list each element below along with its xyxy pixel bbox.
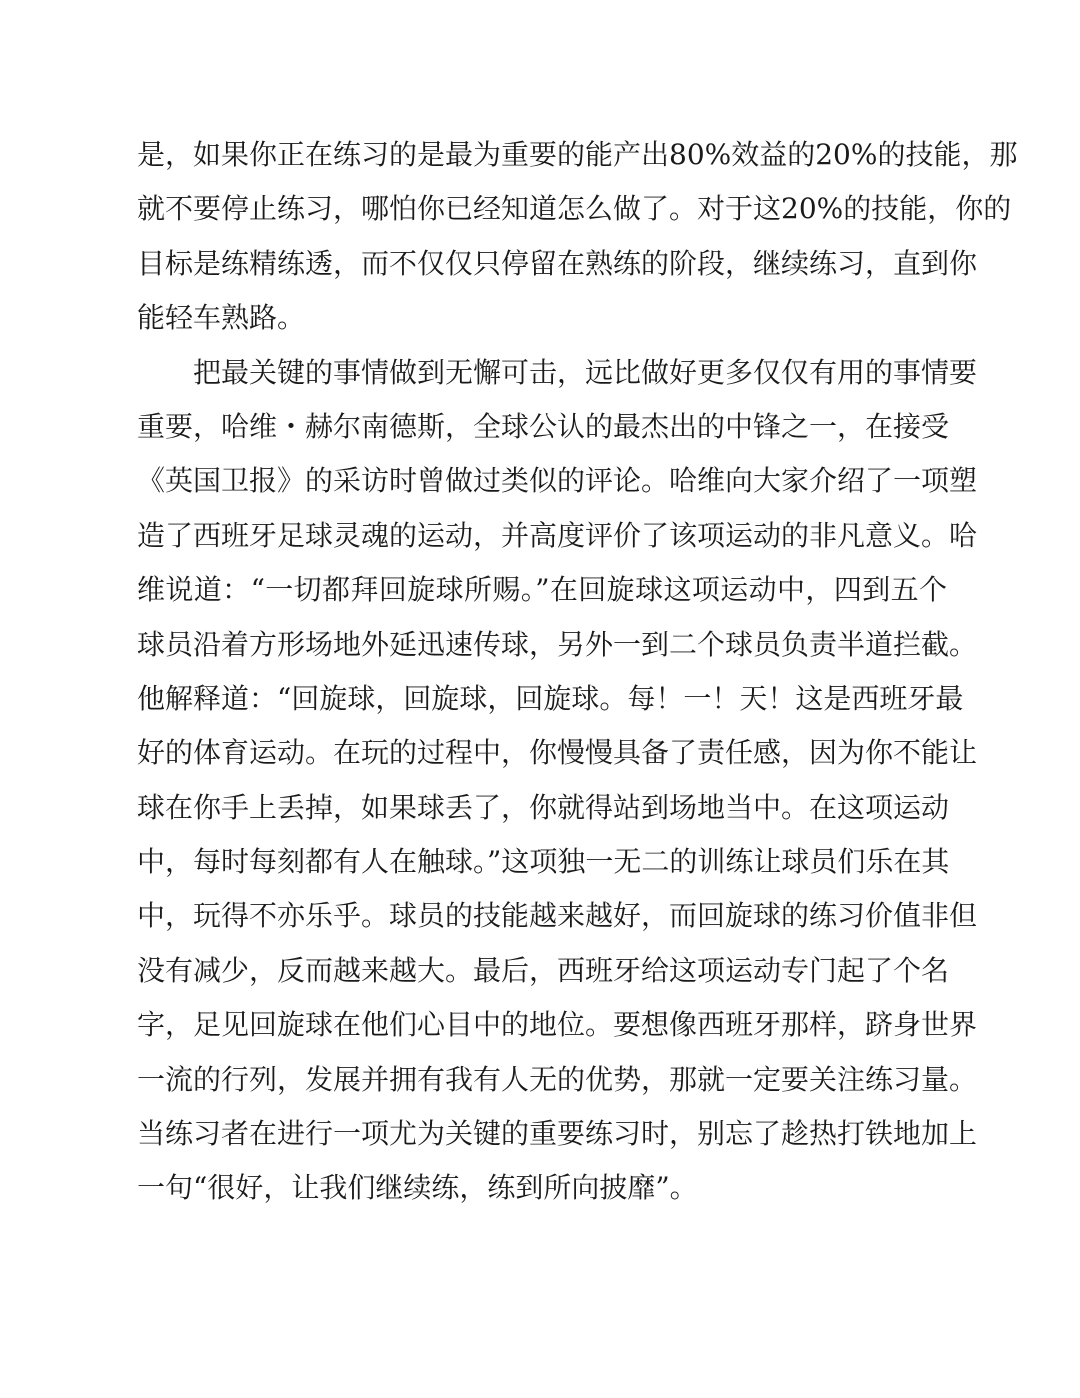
- text-line: 造了西班牙足球灵魂的运动，并高度评价了该项运动的非凡意义。哈: [137, 518, 978, 552]
- text-line: 重要，哈维・赫尔南德斯，全球公认的最杰出的中锋之一，在接受: [137, 409, 950, 443]
- text-line: 是，如果你正在练习的是最为重要的能产出80%效益的20%的技能，那: [137, 138, 1018, 171]
- text-line: 目标是练精练透，而不仅仅只停留在熟练的阶段，继续练习，直到你: [137, 246, 978, 280]
- text-line: 中，每时每刻都有人在触球。”这项独一无二的训练让球员们乐在其: [137, 845, 950, 879]
- body-text: [137, 128, 1018, 1216]
- text-line: 球员沿着方形场地外延迅速传球，另外一到二个球员负责半道拦截。: [137, 627, 978, 661]
- text-line: 球在你手上丢掉，如果球丢了，你就得站到场地当中。在这项运动: [137, 790, 950, 824]
- text-line: 能轻车熟路。: [137, 301, 306, 335]
- paragraph-2: [137, 346, 978, 1216]
- text-line: 就不要停止练习，哪怕你已经知道怎么做了。对于这20%的技能，你的: [137, 192, 1012, 226]
- text-line: 当练习者在进行一项尤为关键的重要练习时，别忘了趁热打铁地加上: [137, 1117, 978, 1151]
- text-line: 一句“很好，让我们继续练，练到所向披靡”。: [137, 1171, 698, 1205]
- text-line: 他解释道：“回旋球，回旋球，回旋球。每！一！天！这是西班牙最: [137, 681, 964, 715]
- text-line: 中，玩得不亦乐乎。球员的技能越来越好，而回旋球的练习价值非但: [137, 899, 978, 933]
- paragraph-1: [137, 128, 1018, 346]
- text-line: 把最关键的事情做到无懈可击，远比做好更多仅仅有用的事情要: [193, 355, 978, 389]
- text-line: 维说道：“一切都拜回旋球所赐。”在回旋球这项运动中，四到五个: [137, 573, 947, 607]
- text-line: 《英国卫报》的采访时曾做过类似的评论。哈维向大家介绍了一项塑: [137, 464, 978, 498]
- text-line: 一流的行列，发展并拥有我有人无的优势，那就一定要关注练习量。: [137, 1062, 978, 1096]
- text-line: 字，足见回旋球在他们心目中的地位。要想像西班牙那样，跻身世界: [137, 1008, 978, 1042]
- text-line: 没有减少，反而越来越大。最后，西班牙给这项运动专门起了个名: [137, 953, 950, 987]
- text-line: 好的体育运动。在玩的过程中，你慢慢具备了责任感，因为你不能让: [137, 736, 978, 770]
